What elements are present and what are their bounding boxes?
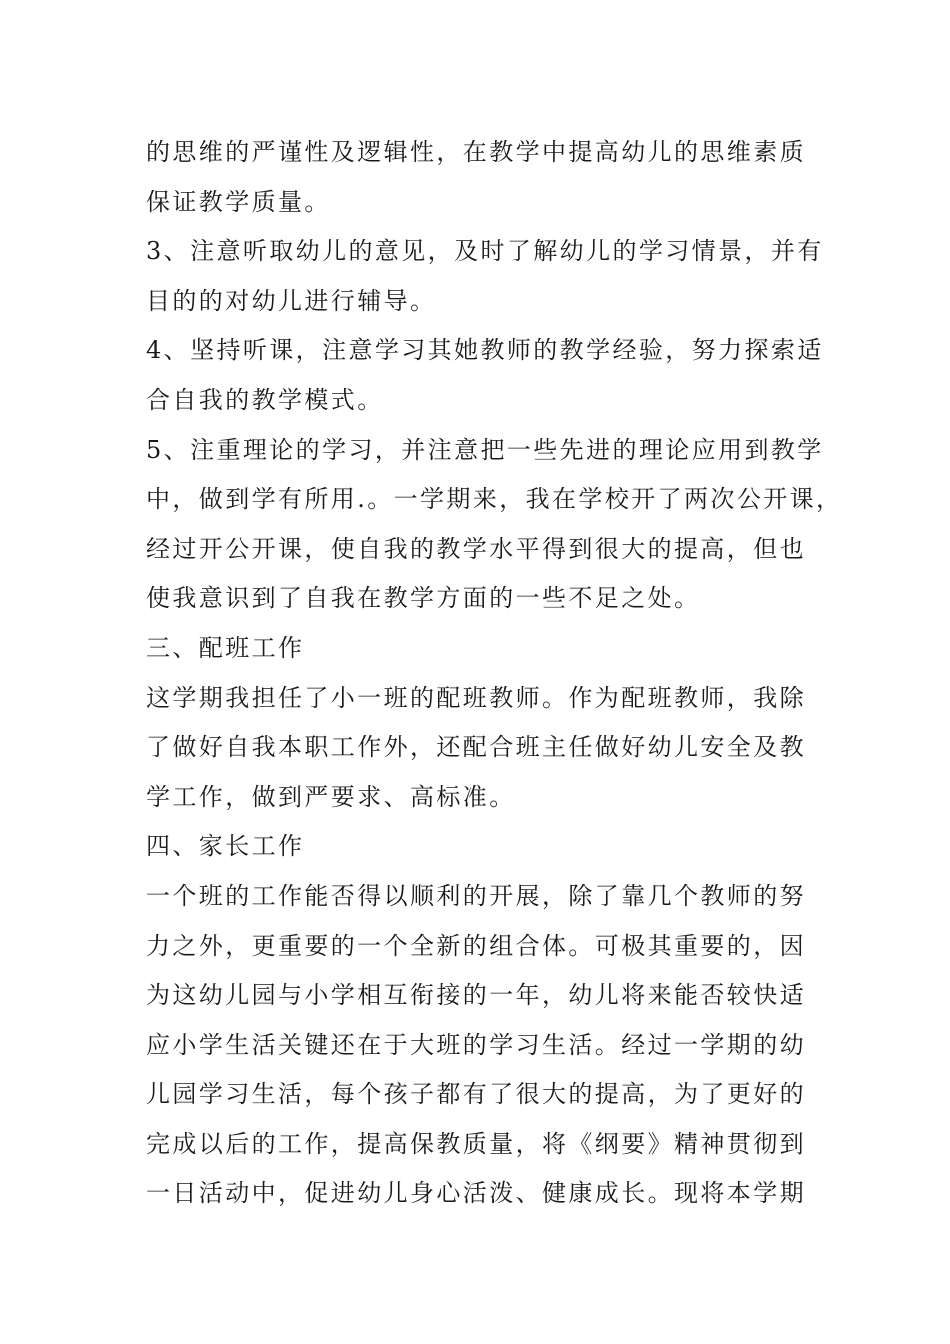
text-line: 目的的对幼儿进行辅导。 [146, 286, 437, 315]
section-heading: 三、配班工作 [146, 633, 305, 662]
text-line: 为这幼儿园与小学相互衔接的一年，幼儿将来能否较快适 [146, 981, 806, 1010]
text-line: 一个班的工作能否得以顺利的开展，除了靠几个教师的努 [146, 881, 806, 910]
text-line: 合自我的教学模式。 [146, 385, 384, 414]
text-line: 力之外，更重要的一个全新的组合体。可极其重要的，因 [146, 931, 806, 960]
text-line: 这学期我担任了小一班的配班教师。作为配班教师，我除 [146, 683, 806, 712]
text-line: 4、坚持听课，注意学习其她教师的教学经验，努力探索适 [146, 336, 824, 365]
text-line: 儿园学习生活，每个孩子都有了很大的提高，为了更好的 [146, 1080, 806, 1109]
text-line: 保证教学质量。 [146, 187, 331, 216]
text-line: 的思维的严谨性及逻辑性，在教学中提高幼儿的思维素质 [146, 138, 806, 166]
document-body [146, 128, 843, 1219]
text-line: 中，做到学有所用.。一学期来，我在学校开了两次公开课， [146, 485, 843, 514]
text-line: 学工作，做到严要求、高标准。 [146, 782, 516, 811]
text-line: 3、注意听取幼儿的意见，及时了解幼儿的学习情景，并有 [146, 237, 824, 266]
text-line: 了做好自我本职工作外，还配合班主任做好幼儿安全及教 [146, 733, 806, 762]
text-line: 一日活动中，促进幼儿身心活泼、健康成长。现将本学期 [146, 1179, 806, 1208]
text-line: 完成以后的工作，提高保教质量，将《纲要》精神贯彻到 [146, 1129, 806, 1158]
section-heading: 四、家长工作 [146, 832, 305, 861]
text-line: 5、注重理论的学习，并注意把一些先进的理论应用到教学 [146, 435, 824, 464]
text-line: 应小学生活关键还在于大班的学习生活。经过一学期的幼 [146, 1030, 806, 1059]
text-line: 使我意识到了自我在教学方面的一些不足之处。 [146, 584, 701, 613]
text-line: 经过开公开课，使自我的教学水平得到很大的提高，但也 [146, 534, 806, 563]
